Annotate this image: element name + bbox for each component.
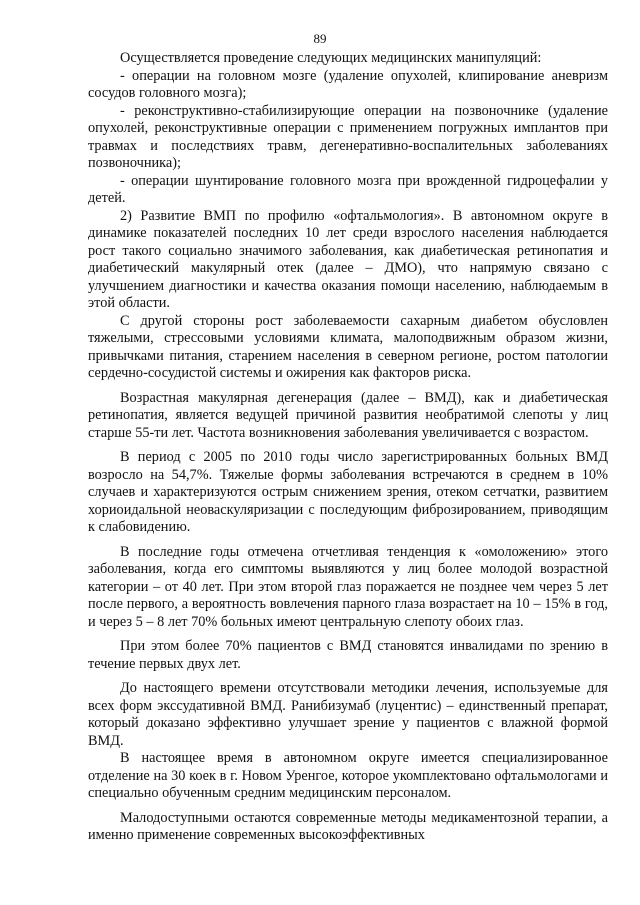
page-number: 89	[313, 31, 327, 46]
list-item-brain-surgery: - операции на головном мозге (удаление опухолей, клипирование аневризм сосудов головного мозга);	[88, 67, 608, 101]
paragraph-diabetes-causes: С другой стороны рост заболеваемости сахарным диабетом обусловлен тяжелыми, стрессовыми условиями климата, малоподвижным образом жизни, привычками питания, старением населения в северном регионе, ростом патологии сердечно-сосудистой системы и ожирения как факторов риска.	[88, 312, 608, 381]
paragraph-treatment: До настоящего времени отсутствовали методики лечения, используемые для всех форм экссудативной ВМД. Ранибизумаб (луцентис) – единственный препарат, который доказано эффективно улучшает зрение у пациентов с влажной формой ВМД.	[88, 680, 608, 749]
paragraph-department: В настоящее время в автономном округе имеется специализированное отделение на 30 коек в г. Новом Уренгое, которое укомплектовано офтальмологами и специально обученным средним медицинским персоналом.	[88, 750, 608, 801]
list-item-shunting: - операции шунтирование головного мозга при врожденной гидроцефалии у детей.	[88, 172, 608, 206]
document-body	[88, 50, 608, 845]
paragraph-ophthalmology: 2) Развитие ВМП по профилю «офтальмология». В автономном округе в динамике показателей последних 10 лет среди взрослого населения наблюдается рост такого социально значимого заболевания, как диабетическая ретинопатия и диабетический макулярный отек (далее – ДМО), что напрямую связано с улучшением диагностики и качества оказания помощи населению, наблюдаемым в этой области.	[88, 207, 608, 311]
paragraph-amd: Возрастная макулярная дегенерация (далее – ВМД), как и диабетическая ретинопатия, является ведущей причиной развития необратимой слепоты у лиц старше 55-ти лет. Частота возникновения заболевания увеличивается с возрастом.	[88, 389, 608, 441]
paragraph-disability: При этом более 70% пациентов с ВМД становятся инвалидами по зрению в течение первых двух лет.	[88, 638, 608, 672]
paragraph-amd-statistics: В период с 2005 по 2010 годы число зарегистрированных больных ВМД возросло на 54,7%. Тяжелые формы заболевания встречаются в среднем в 10% случаев и характеризуются острым снижением зрения, отеком сетчатки, развитием хориоидальной неоваскуляризации с последующим фиброзированием, приводящим к слабовидению.	[88, 449, 608, 535]
list-item-spine-surgery: - реконструктивно-стабилизирующие операции на позвоночнике (удаление опухолей, реконструктивные операции с применением погружных имплантов при травмах и последствиях травм, дегенеративно-воспалительных заболеваниях позвоночника);	[88, 102, 608, 171]
paragraph-therapy: Малодоступными остаются современные методы медикаментозной терапии, а именно применение современных высокоэффективных	[88, 809, 608, 843]
paragraph-rejuvenation: В последние годы отмечена отчетливая тенденция к «омоложению» этого заболевания, когда его симптомы выявляются у лиц более молодой возрастной категории – от 40 лет. При этом второй глаз поражается не позднее чем через 5 лет после первого, а вероятность вовлечения парного глаза возрастает на 10 – 15% в год, и через 5 – 8 лет 70% больных имеют центральную слепоту обоих глаз.	[88, 543, 608, 630]
paragraph-intro: Осуществляется проведение следующих медицинских манипуляций:	[120, 50, 542, 66]
